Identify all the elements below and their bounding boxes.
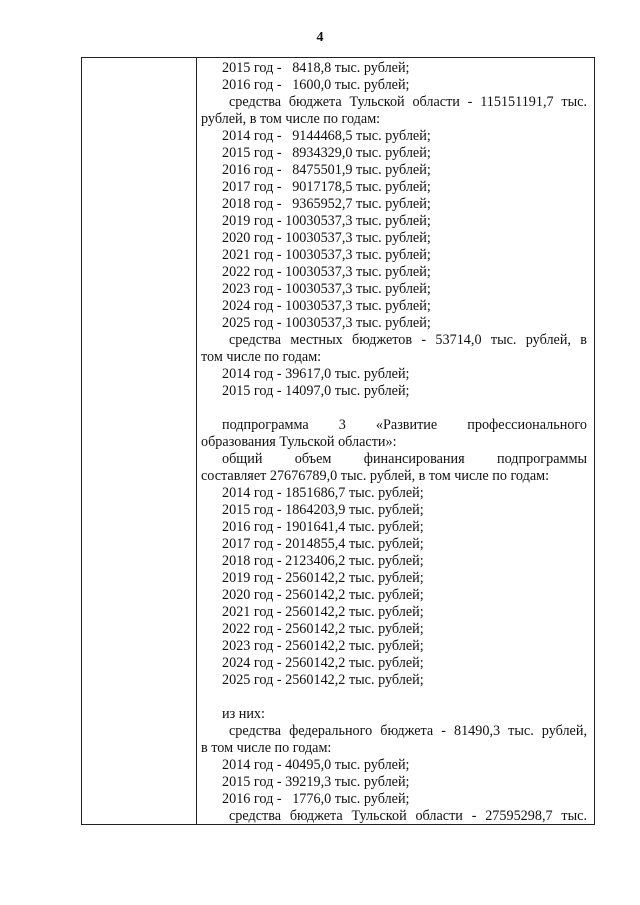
list-item: 2016 год - 1901641,4 тыс. рублей; <box>222 519 424 535</box>
tula-budget-years <box>201 128 587 332</box>
list-item: 2021 год - 10030537,3 тыс. рублей; <box>222 247 431 263</box>
list-item: 2022 год - 2560142,2 тыс. рублей; <box>222 621 424 637</box>
list-item: 2017 год - 9017178,5 тыс. рублей; <box>222 179 431 195</box>
regional-year-2015: 2015 год - 8418,8 тыс. рублей; <box>222 60 410 76</box>
subprogram-total-line1: общий объем финансирования подпрограммы <box>222 451 587 467</box>
list-item: 2024 год - 2560142,2 тыс. рублей; <box>222 655 424 671</box>
list-item: 2019 год - 2560142,2 тыс. рублей; <box>222 570 424 586</box>
table-column-divider <box>196 57 197 825</box>
subprogram-title-word2: профессионального <box>467 417 587 433</box>
list-item: 2015 год - 39219,3 тыс. рублей; <box>222 774 410 790</box>
tula-budget-heading-cont: рублей, в том числе по годам: <box>201 111 381 127</box>
list-item: 2025 год - 2560142,2 тыс. рублей; <box>222 672 424 688</box>
of-which-label: из них: <box>222 706 265 722</box>
list-item: 2017 год - 2014855,4 тыс. рублей; <box>222 536 424 552</box>
list-item: 2021 год - 2560142,2 тыс. рублей; <box>222 604 424 620</box>
regional-year-2016: 2016 год - 1600,0 тыс. рублей; <box>222 77 410 93</box>
spacer <box>201 400 587 417</box>
tula-budget-heading: средства бюджета Тульской области - 115151191,7 тыс. <box>229 94 587 110</box>
list-item: 2015 год - 1864203,9 тыс. рублей; <box>222 502 424 518</box>
federal-budget-heading-cont: в том числе по годам: <box>201 740 332 756</box>
list-item: 2024 год - 10030537,3 тыс. рублей; <box>222 298 431 314</box>
list-item: 2020 год - 10030537,3 тыс. рублей; <box>222 230 431 246</box>
local-budget-heading: средства местных бюджетов - 53714,0 тыс. рублей, в <box>229 332 587 348</box>
list-item: 2014 год - 9144468,5 тыс. рублей; <box>222 128 431 144</box>
list-item: 2016 год - 8475501,9 тыс. рублей; <box>222 162 431 178</box>
list-item: 2025 год - 10030537,3 тыс. рублей; <box>222 315 431 331</box>
subprogram-total-line2: составляет 27676789,0 тыс. рублей, в том числе по годам: <box>201 468 550 484</box>
subprogram-number: 3 <box>338 417 346 433</box>
subprogram-word: подпрограмма <box>222 417 309 433</box>
subprogram-total-years <box>201 485 587 689</box>
list-item: 2016 год - 1776,0 тыс. рублей; <box>222 791 410 807</box>
subprogram-heading <box>201 417 587 434</box>
list-item: 2020 год - 2560142,2 тыс. рублей; <box>222 587 424 603</box>
list-item: 2019 год - 10030537,3 тыс. рублей; <box>222 213 431 229</box>
subprogram-tula-budget-heading: средства бюджета Тульской области - 27595298,7 тыс. <box>229 808 587 824</box>
list-item: 2018 год - 2123406,2 тыс. рублей; <box>222 553 424 569</box>
table-right-cell <box>201 60 587 825</box>
spacer <box>201 689 587 706</box>
list-item: 2014 год - 39617,0 тыс. рублей; <box>222 366 410 382</box>
list-item: 2015 год - 14097,0 тыс. рублей; <box>222 383 410 399</box>
list-item: 2014 год - 40495,0 тыс. рублей; <box>222 757 410 773</box>
local-budget-heading-cont: том числе по годам: <box>201 349 322 365</box>
subprogram-title-cont: образования Тульской области»: <box>201 434 397 450</box>
page-number: 4 <box>316 30 324 45</box>
list-item: 2018 год - 9365952,7 тыс. рублей; <box>222 196 431 212</box>
subprogram-title-start: «Развитие <box>375 417 438 433</box>
list-item: 2014 год - 1851686,7 тыс. рублей; <box>222 485 424 501</box>
list-item: 2023 год - 10030537,3 тыс. рублей; <box>222 281 431 297</box>
list-item: 2022 год - 10030537,3 тыс. рублей; <box>222 264 431 280</box>
list-item: 2015 год - 8934329,0 тыс. рублей; <box>222 145 431 161</box>
federal-budget-heading: средства федерального бюджета - 81490,3 тыс. рублей, <box>229 723 587 739</box>
list-item: 2023 год - 2560142,2 тыс. рублей; <box>222 638 424 654</box>
